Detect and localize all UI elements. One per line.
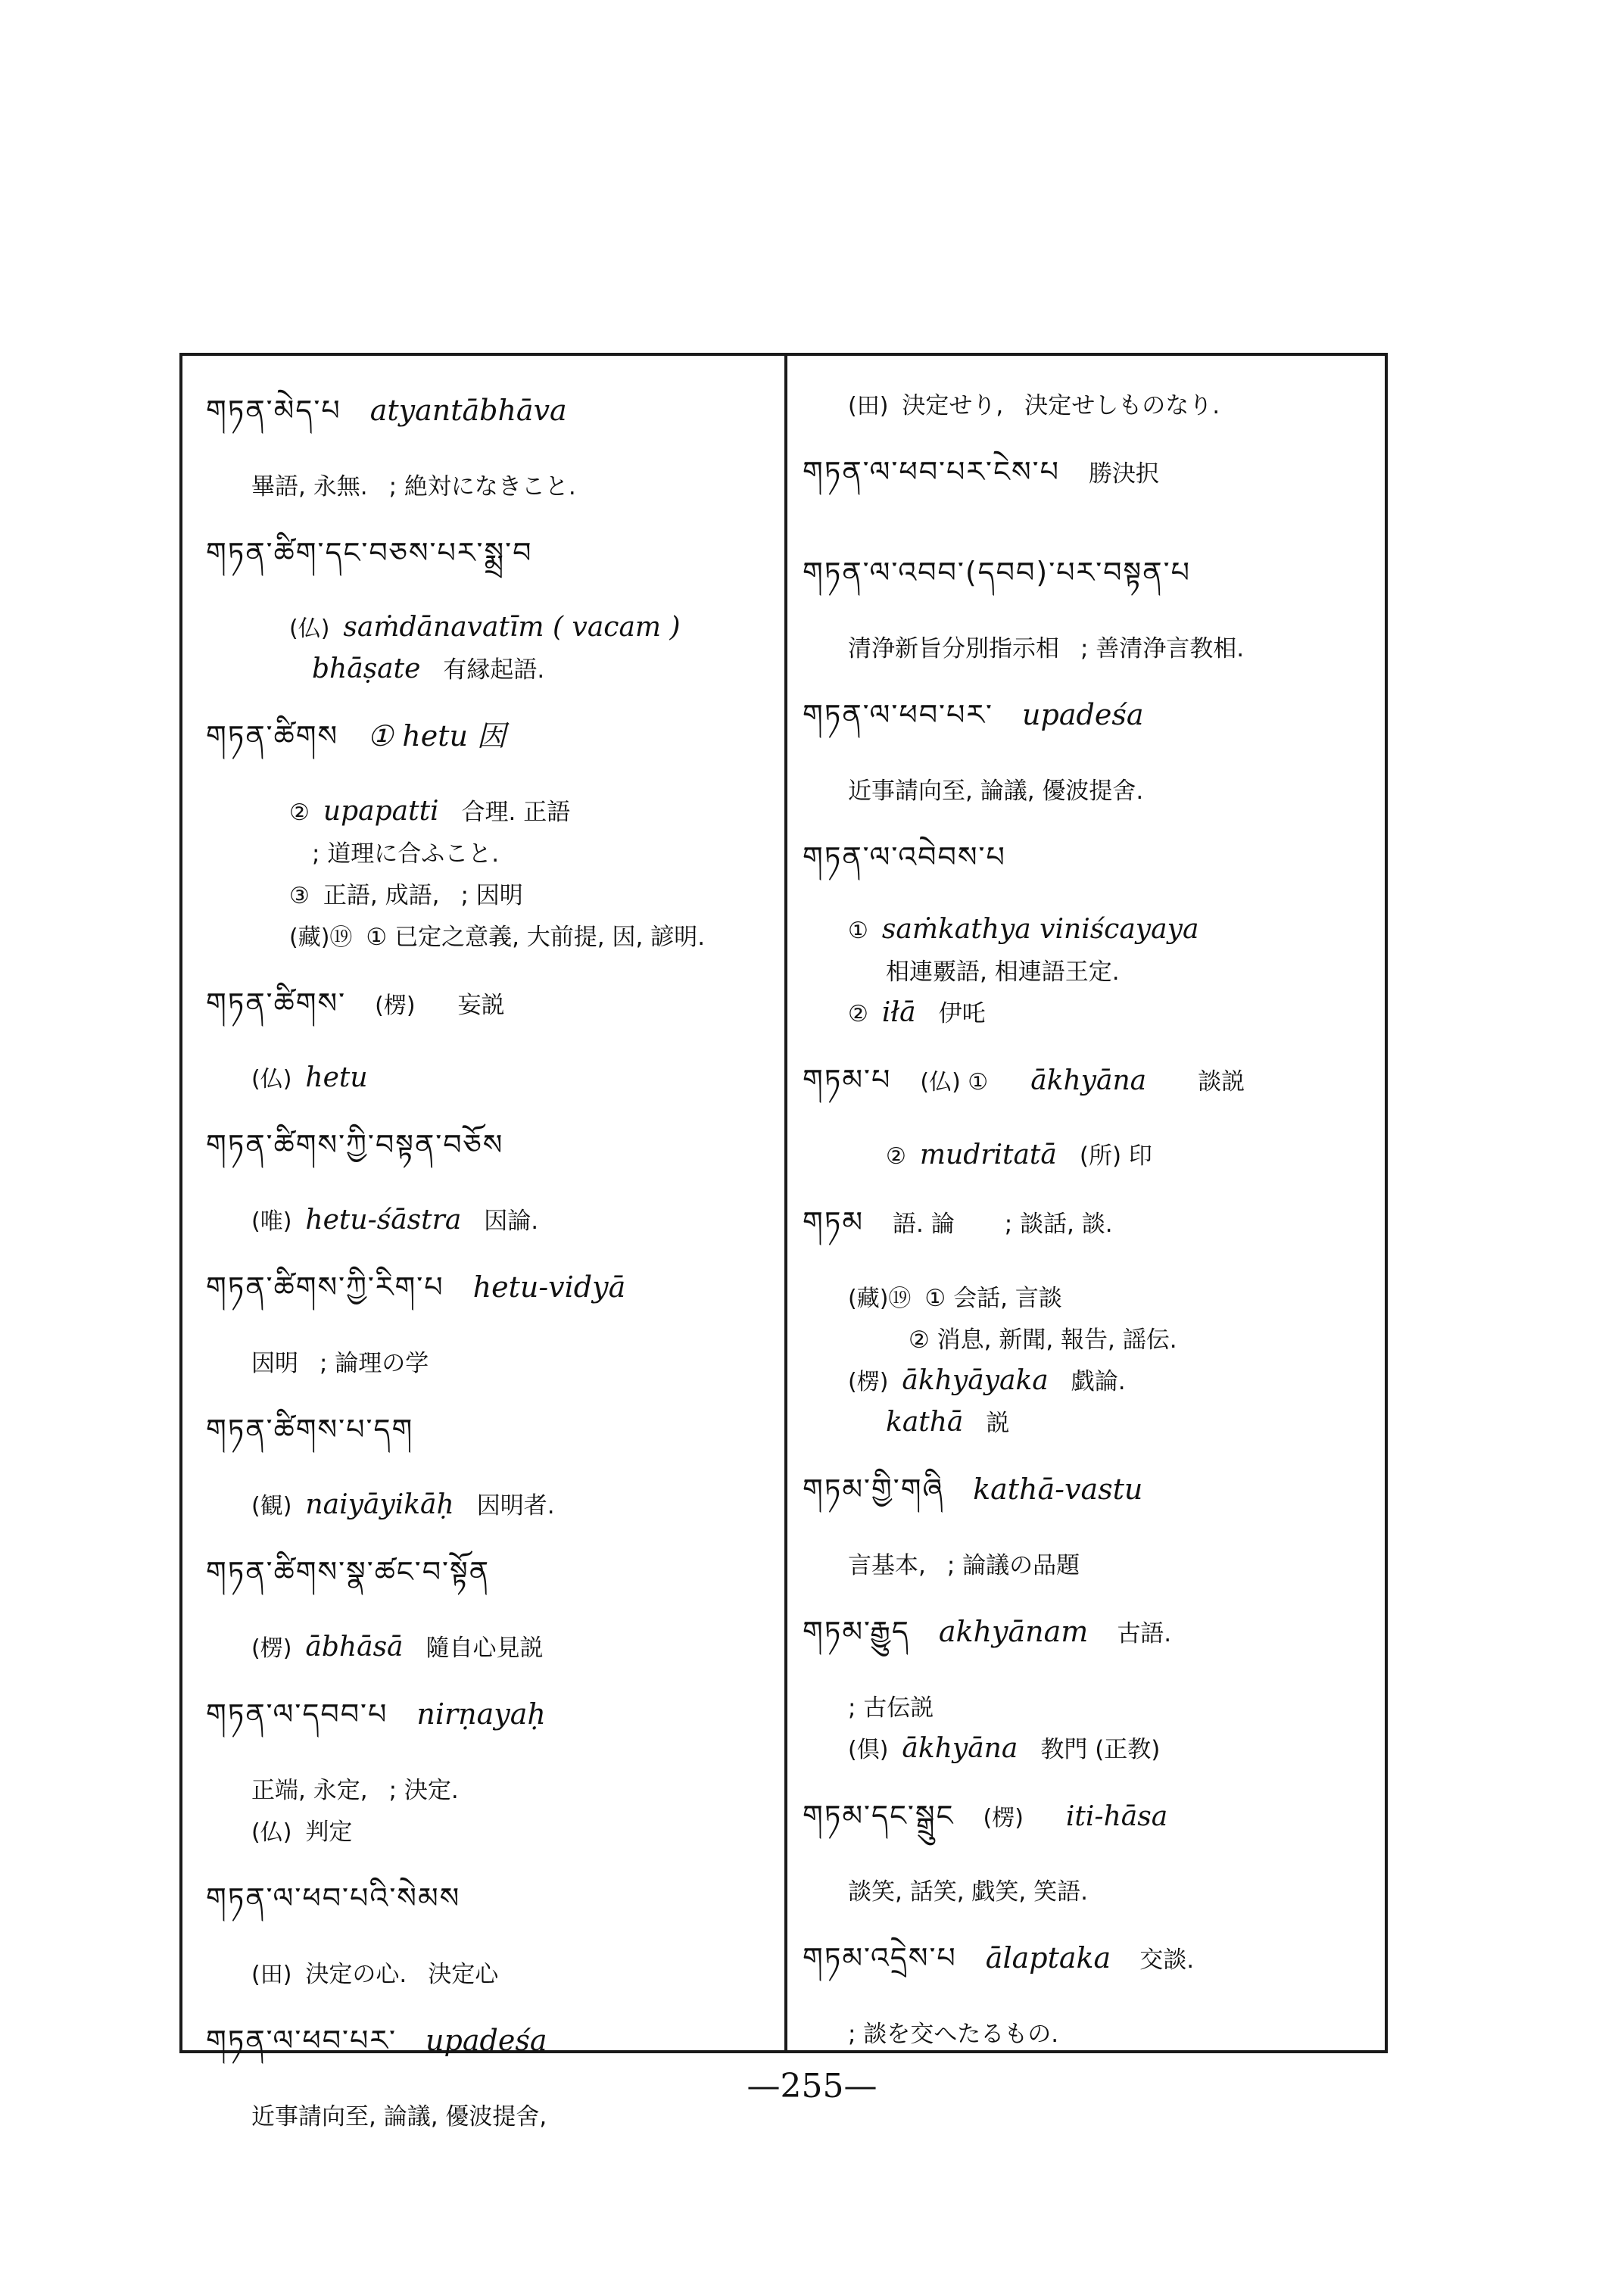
sanskrit-equivalent: atyantābhāva — [369, 394, 567, 427]
gloss-text: 決定せしものなり. — [1024, 392, 1220, 419]
source-label: (仏) ① — [920, 1069, 989, 1096]
source-label: (仏) — [289, 616, 330, 642]
dictionary-entry — [803, 1457, 1370, 1580]
entry-line — [206, 1202, 766, 1236]
source-label: (楞) — [251, 1635, 292, 1662]
entry-line — [803, 952, 1370, 986]
dictionary-entry — [803, 1600, 1370, 1764]
dictionary-entry — [206, 1255, 766, 1378]
sanskrit-equivalent: akhyānam — [938, 1615, 1089, 1648]
entry-line — [803, 629, 1370, 663]
headword-line — [803, 1926, 1370, 2007]
headword-line — [803, 1048, 1370, 1129]
gloss-text: ; 因明 — [460, 882, 523, 909]
tibetan-headword: གཏན་ཚིགས་པ་དག — [206, 1413, 414, 1446]
sanskrit-equivalent: ālaptaka — [985, 1941, 1111, 1975]
sanskrit-term: iti-hāsa — [1065, 1801, 1168, 1832]
source-label: (田) — [251, 1962, 292, 1988]
source-label: (仏) — [251, 1819, 292, 1846]
headword-line — [206, 379, 766, 460]
gloss-text: ; 論議の品題 — [946, 1552, 1080, 1579]
source-label: (観) — [251, 1493, 292, 1519]
gloss-text: 有縁起語. — [443, 656, 545, 684]
entry-line — [206, 1060, 766, 1093]
entry-line — [206, 1629, 766, 1663]
gloss-text: 決定の心. — [305, 1961, 407, 1988]
headword-line — [206, 704, 766, 785]
dictionary-entry — [803, 825, 1370, 1028]
dictionary-entry — [803, 683, 1370, 806]
tibetan-headword: གཏན་ལ་འབེབས་པ — [803, 840, 1006, 874]
sanskrit-term: upapatti — [323, 796, 439, 827]
tibetan-headword: གཏན་ཚིགས་སྣ་ཚང་བ་སྟོན — [206, 1555, 491, 1588]
tibetan-headword: གཏན་ལ་ཕབ་པར་ — [803, 698, 994, 731]
dictionary-entry — [206, 1540, 766, 1663]
gloss-text: 判定 — [305, 1819, 353, 1846]
source-label: ② — [289, 799, 310, 826]
tibetan-headword: གཏམ — [803, 1205, 865, 1239]
entry-line — [803, 1546, 1370, 1580]
headword-line — [206, 971, 766, 1052]
gloss-text: (所) 印 — [1079, 1142, 1152, 1170]
tibetan-headword: གཏན་མེད་པ — [206, 394, 341, 427]
source-label: (唯) — [251, 1208, 292, 1235]
tibetan-headword: གཏན་ལ་ཕབ་པར་ — [206, 2024, 397, 2057]
headword-line — [803, 541, 1370, 622]
entry-line — [206, 876, 766, 910]
sanskrit-term: kathā — [886, 1407, 964, 1438]
dictionary-entry — [206, 1682, 766, 1847]
entry-line — [803, 914, 1370, 945]
dictionary-entry — [803, 1926, 1370, 2049]
entry-line — [803, 1362, 1370, 1396]
dictionary-entry — [206, 1866, 766, 1989]
sanskrit-term: hetu-śāstra — [305, 1205, 462, 1236]
gloss-text: ; 論理の学 — [320, 1350, 429, 1377]
entry-line — [206, 834, 766, 868]
entry-line — [206, 1771, 766, 1805]
tibetan-headword: གཏན་ཚིགས་ཀྱི་བསྟན་བཅོས — [206, 1128, 504, 1161]
headword-line — [803, 1190, 1370, 1271]
headword-line — [803, 440, 1370, 521]
dictionary-entry — [206, 704, 766, 952]
gloss-text: 交談. — [1139, 1946, 1195, 1974]
dictionary-entry — [206, 1398, 766, 1520]
source-label: (楞) — [983, 1805, 1024, 1831]
gloss-text: 決定せり, — [902, 392, 1004, 419]
dictionary-entry — [803, 1784, 1370, 1906]
sanskrit-equivalent: ① hetu 因 — [367, 719, 507, 753]
dictionary-entry — [206, 971, 766, 1093]
gloss-text: 決定心 — [428, 1961, 499, 1988]
sanskrit-term: saṁdānavatīm ( vacam ) — [343, 612, 681, 643]
entry-line — [803, 1404, 1370, 1438]
gloss-text: 古語. — [1117, 1620, 1172, 1647]
tibetan-headword: གཏན་ཚིགས — [206, 719, 339, 753]
sanskrit-term: hetu — [305, 1062, 368, 1093]
headword-line — [803, 683, 1370, 764]
entry-line — [206, 609, 766, 643]
entry-line — [803, 2015, 1370, 2049]
entry-line — [206, 1486, 766, 1520]
dictionary-entry — [803, 440, 1370, 521]
tibetan-headword: གཏན་ལ་ཕབ་པའི་སེམས — [206, 1881, 461, 1915]
entry-line — [803, 1730, 1370, 1764]
source-label: (楞) — [375, 993, 416, 1019]
gloss-text: 勝決択 — [1088, 460, 1159, 488]
dictionary-entry — [803, 1190, 1370, 1438]
gloss-text: 戯論. — [1071, 1368, 1126, 1395]
left-column — [206, 379, 766, 2151]
gloss-text: 語. 論 — [893, 1211, 955, 1238]
gloss-text: ; 善清浄言教相. — [1080, 635, 1245, 662]
sanskrit-term: bhāṣate — [312, 653, 421, 684]
gloss-text: 伊吒 — [938, 1000, 986, 1027]
gloss-text: ; 談を交へたるもの. — [848, 2021, 1059, 2048]
gloss-text: 正語, 成語, — [323, 882, 440, 909]
source-label: (楞) — [848, 1369, 889, 1395]
sanskrit-term: iłā — [881, 997, 916, 1028]
gloss-text: 因明者. — [476, 1492, 555, 1519]
sanskrit-term: mudritatā — [919, 1139, 1057, 1170]
sanskrit-term: saṁkathya viniścayaya — [881, 914, 1199, 945]
source-label: ② — [886, 1143, 906, 1170]
dictionary-entry — [206, 1113, 766, 1236]
headword-line — [803, 825, 1370, 906]
gloss-text: 教門 (正教) — [1040, 1736, 1161, 1763]
entry-line — [803, 994, 1370, 1028]
entry-line — [803, 1872, 1370, 1906]
gloss-text: 説 — [986, 1410, 1010, 1437]
right-column — [803, 379, 1370, 2068]
headword-line — [803, 1784, 1370, 1865]
headword-line — [206, 521, 766, 602]
entry-line — [206, 1812, 766, 1847]
headword-line — [803, 1457, 1370, 1538]
sanskrit-term: naiyāyikāḥ — [305, 1489, 454, 1520]
sanskrit-equivalent: hetu-vidyā — [472, 1270, 626, 1304]
gloss-text: 合理. 正語 — [461, 799, 571, 826]
gloss-text: ; 談話, 談. — [1004, 1211, 1113, 1238]
gloss-text: ; 道理に合ふこと. — [312, 840, 500, 868]
headword-line — [803, 1600, 1370, 1681]
tibetan-headword: གཏམ་རྒྱུད — [803, 1615, 910, 1648]
tibetan-headword: གཏན་ལ་དབབ་པ — [206, 1697, 388, 1731]
gloss-text: 隨自心見説 — [425, 1635, 544, 1662]
headword-line — [206, 1866, 766, 1947]
gloss-text: ① 已定之意義, 大前提, 因, 諺明. — [366, 924, 706, 951]
sanskrit-term: ābhāsā — [305, 1632, 404, 1663]
gloss-text: 畢語, 永無. — [251, 473, 368, 500]
column-divider — [784, 353, 787, 2053]
source-label: ③ — [289, 883, 310, 909]
tibetan-headword: གཏམ་པ — [803, 1063, 892, 1096]
gloss-text: 近事請向至, 論議, 優波提舍, — [251, 2103, 547, 2130]
gloss-text: 正端, 永定, — [251, 1777, 368, 1804]
tibetan-headword: གཏན་ཚིགས་ — [206, 986, 347, 1020]
source-label: ② — [848, 1001, 868, 1027]
entry-line — [803, 386, 1370, 420]
gloss-text: 近事請向至, 論議, 優波提舍. — [848, 778, 1144, 805]
headword-line — [206, 1255, 766, 1336]
sanskrit-equivalent: upadeśa — [1022, 698, 1144, 731]
sanskrit-equivalent: nirṇayaḥ — [416, 1697, 546, 1731]
headword-line — [206, 1540, 766, 1621]
gloss-text: 妄説 — [457, 992, 505, 1019]
page-number: —255— — [747, 2067, 877, 2105]
entry-line — [206, 1344, 766, 1378]
tibetan-headword: གཏམ་དང་སྒྲུང — [803, 1799, 955, 1832]
headword-line — [206, 1682, 766, 1763]
dictionary-entry — [206, 379, 766, 501]
tibetan-headword: གཏམ་འདྲེས་པ — [803, 1941, 957, 1975]
gloss-text: ; 決定. — [388, 1777, 459, 1804]
entry-line — [803, 771, 1370, 806]
tibetan-headword: གཏན་ལ་འབབ་(དབབ)་པར་བསྟན་པ — [803, 556, 1191, 589]
headword-line — [206, 1113, 766, 1194]
entry-line — [206, 918, 766, 952]
entry-line — [803, 1688, 1370, 1722]
gloss-text: 談説 — [1198, 1068, 1245, 1096]
entry-line — [803, 1136, 1370, 1170]
gloss-text: 因明 — [251, 1350, 298, 1377]
gloss-text: ① 会話, 言談 — [924, 1285, 1062, 1312]
tibetan-headword: གཏན་ཚིག་དང་བཅས་པར་སྨྲ་བ — [206, 536, 533, 569]
entry-line — [803, 1279, 1370, 1313]
gloss-text: 因論. — [484, 1208, 539, 1235]
source-label: (藏)⑲ — [848, 1286, 912, 1312]
dictionary-entry — [803, 386, 1370, 420]
entry-line — [206, 1955, 766, 1989]
gloss-text: 言基本, — [848, 1552, 926, 1579]
gloss-text: ② 消息, 新聞, 報告, 謡伝. — [909, 1326, 1177, 1354]
gloss-text: 談笑, 話笑, 戯笑, 笑語. — [848, 1878, 1088, 1906]
entry-line — [206, 650, 766, 684]
gloss-text: ; 絶対になきこと. — [388, 473, 576, 500]
source-label: (仏) — [251, 1066, 292, 1092]
sanskrit-equivalent: kathā-vastu — [973, 1473, 1143, 1506]
entry-line — [206, 467, 766, 501]
source-label: ① — [848, 918, 868, 944]
tibetan-headword: གཏན་ལ་ཕབ་པར་ངེས་པ — [803, 455, 1060, 488]
dictionary-entry — [803, 1048, 1370, 1170]
source-label: (藏)⑲ — [289, 924, 353, 951]
gloss-text: 相連覈語, 相連語王定. — [886, 958, 1120, 986]
dictionary-entry — [206, 521, 766, 684]
tibetan-headword: གཏམ་གྱི་གཞི — [803, 1473, 945, 1506]
gloss-text: ; 古伝説 — [848, 1694, 934, 1722]
gloss-text: 清浄新旨分別指示相 — [848, 635, 1059, 662]
dictionary-entry — [803, 541, 1370, 663]
sanskrit-term: ākhyāna — [902, 1733, 1018, 1764]
source-label: (田) — [848, 393, 889, 419]
entry-line — [803, 1320, 1370, 1354]
source-label: (倶) — [848, 1737, 889, 1763]
headword-line — [206, 1398, 766, 1479]
sanskrit-equivalent: upadeśa — [425, 2024, 547, 2057]
tibetan-headword: གཏན་ཚིགས་ཀྱི་རིག་པ — [206, 1270, 444, 1304]
entry-line — [206, 793, 766, 827]
sanskrit-term: ākhyāyaka — [902, 1365, 1049, 1396]
sanskrit-term: ākhyāna — [1030, 1065, 1147, 1096]
